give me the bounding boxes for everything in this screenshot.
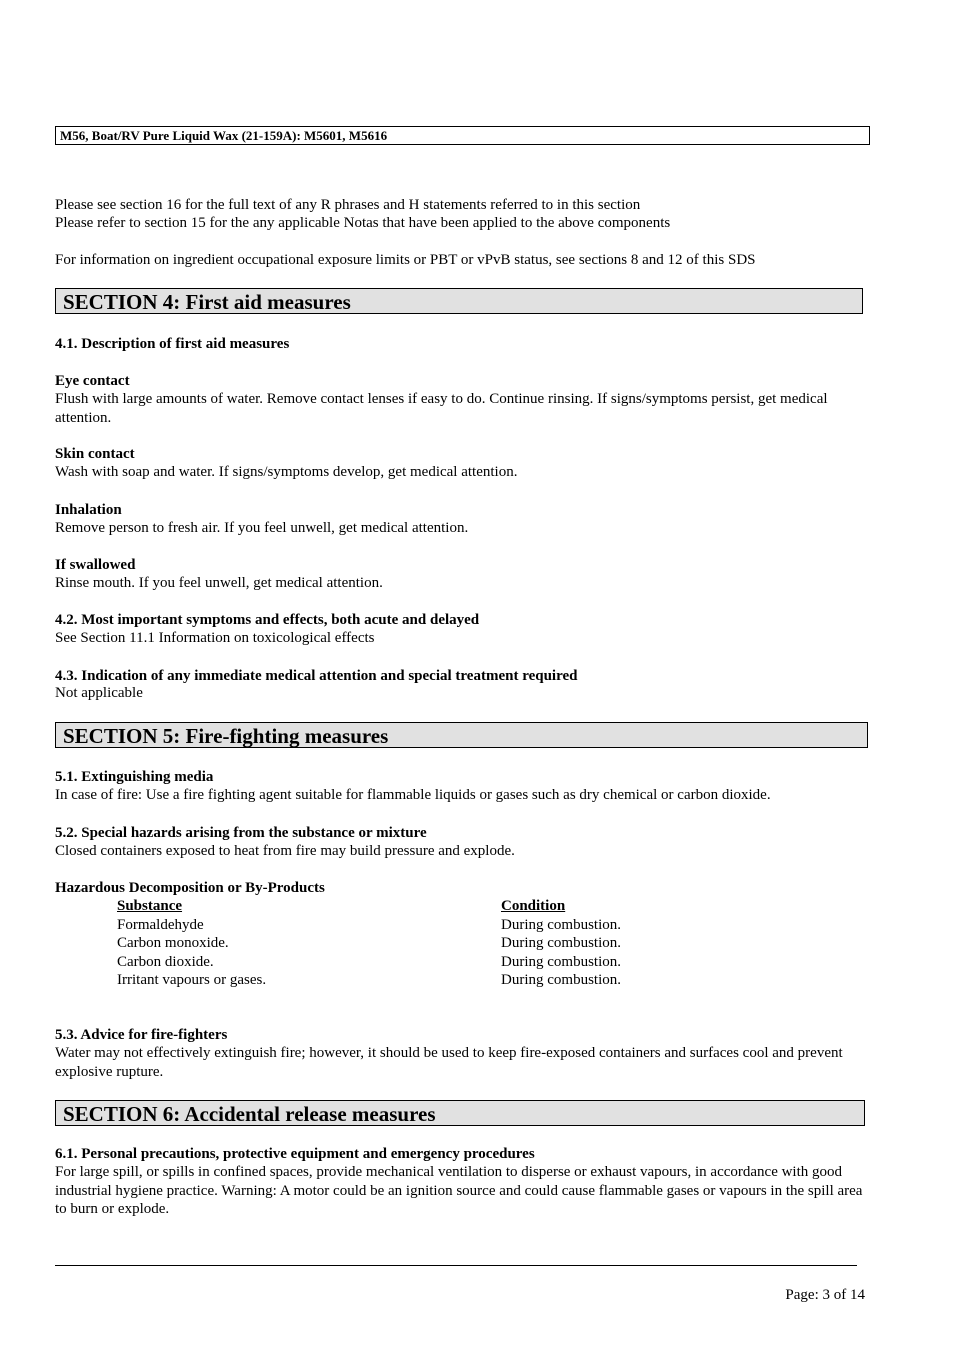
skin-contact-heading: Skin contact [55,446,135,462]
subsection-6-1-heading: 6.1. Personal precautions, protective equipment and emergency procedures [55,1146,535,1162]
table-row-condition: During combustion. [501,953,621,970]
subsection-4-2-text: See Section 11.1 Information on toxicological effects [55,630,375,646]
decomposition-table-condition-column [501,897,621,990]
subsection-4-3-heading: 4.3. Indication of any immediate medical attention and special treatment required [55,668,578,684]
table-row-condition: During combustion. [501,972,621,988]
table-row-condition: During combustion. [501,935,621,951]
inhalation-text: Remove person to fresh air. If you feel unwell, get medical attention. [55,520,469,536]
eye-contact-text: Flush with large amounts of water. Remove contact lenses if easy to do. Continue rinsing. If signs/symptoms persist, get medical attention. [55,391,828,426]
section-4-title: SECTION 4: First aid measures [55,288,863,314]
document-header: M56, Boat/RV Pure Liquid Wax (21-159A): M5601, M5616 [55,126,870,145]
skin-contact-text: Wash with soap and water. If signs/symptoms develop, get medical attention. [55,464,518,480]
page-number: Page: 3 of 14 [785,1287,865,1303]
table-row-substance: Formaldehyde [117,916,204,933]
table-row-substance: Carbon monoxide. [117,935,229,951]
hazardous-decomposition-heading: Hazardous Decomposition or By-Products [55,880,325,896]
table-row-substance: Carbon dioxide. [117,953,214,970]
intro-line-2: Please refer to section 15 for the any applicable Notas that have been applied to the above components [55,215,671,231]
table-row-substance: Irritant vapours or gases. [117,972,267,988]
section-6-title: SECTION 6: Accidental release measures [55,1100,865,1126]
subsection-5-1-heading: 5.1. Extinguishing media [55,769,214,785]
subsection-4-2-heading: 4.2. Most important symptoms and effects, both acute and delayed [55,612,480,628]
subsection-4-1-heading: 4.1. Description of first aid measures [55,336,290,352]
subsection-5-3-text: Water may not effectively extinguish fire; however, it should be used to keep fire-exposed containers and surfaces cool and prevent explosive rupture. [55,1045,843,1080]
column-header-condition: Condition [501,898,566,914]
eye-contact-heading: Eye contact [55,373,130,389]
inhalation-heading: Inhalation [55,502,122,518]
column-header-substance: Substance [117,898,183,914]
decomposition-table-substance-column [117,897,266,990]
subsection-5-1-text: In case of fire: Use a fire fighting agent suitable for flammable liquids or gases such as dry chemical or carbon dioxide. [55,787,771,803]
subsection-6-1-text: For large spill, or spills in confined spaces, provide mechanical ventilation to disperse or exhaust vapours, in accordance with good industrial hygiene practice. Warning: A motor could be an ignition source and could cause flammable gases or vapours in the spill area to burn or explode. [55,1164,863,1217]
swallowed-text: Rinse mouth. If you feel unwell, get medical attention. [55,575,383,591]
intro-line-1: Please see section 16 for the full text of any R phrases and H statements referred to in this section [55,197,641,213]
subsection-4-3-text: Not applicable [55,685,143,701]
subsection-5-2-text: Closed containers exposed to heat from fire may build pressure and explode. [55,843,515,859]
swallowed-heading: If swallowed [55,557,136,573]
section-5-title: SECTION 5: Fire-fighting measures [55,722,868,748]
table-row-condition: During combustion. [501,916,621,933]
subsection-5-3-heading: 5.3. Advice for fire-fighters [55,1027,228,1043]
subsection-5-2-heading: 5.2. Special hazards arising from the substance or mixture [55,825,427,841]
intro-line-3: For information on ingredient occupational exposure limits or PBT or vPvB status, see sections 8 and 12 of this SDS [55,252,756,268]
footer-rule [55,1265,857,1266]
